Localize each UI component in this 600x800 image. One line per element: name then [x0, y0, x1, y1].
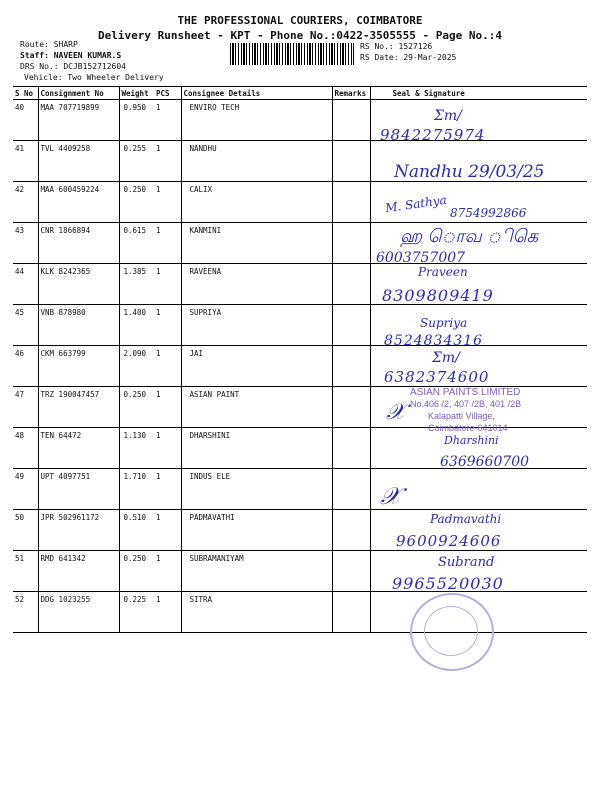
table-row — [13, 592, 587, 633]
cell-remarks — [332, 264, 370, 305]
cell-weight: 0.250 — [119, 182, 154, 223]
cell-weight: 1.385 — [119, 264, 154, 305]
cell-consignee: DHARSHINI — [181, 428, 332, 469]
cell-consignee: SUBRAMANIYAM — [181, 551, 332, 592]
cell-remarks — [332, 100, 370, 141]
rs-number: RS No.: 1527126 — [360, 42, 433, 51]
cell-remarks — [332, 346, 370, 387]
cell-sno: 45 — [13, 305, 38, 346]
cell-consignee: PADMAVATHI — [181, 510, 332, 551]
cell-pcs: 1 — [154, 264, 181, 305]
cell-consignment-no: KLK 8242365 — [38, 264, 119, 305]
cell-pcs: 1 — [154, 305, 181, 346]
cell-consignment-no: VNB 878980 — [38, 305, 119, 346]
col-consignee: Consignee Details — [181, 87, 332, 100]
cell-sno: 49 — [13, 469, 38, 510]
rs-date: RS Date: 29-Mar-2025 — [360, 53, 457, 62]
cell-pcs: 1 — [154, 387, 181, 428]
table-row — [13, 264, 587, 305]
stamp-company-name: ASIAN PAINTS LIMITED — [410, 387, 521, 398]
cell-consignment-no: MAA 707719899 — [38, 100, 119, 141]
cell-pcs: 1 — [154, 182, 181, 223]
cell-pcs: 1 — [154, 141, 181, 182]
cell-consignment-no: CKM 663799 — [38, 346, 119, 387]
cell-consignee: JAI — [181, 346, 332, 387]
cell-weight: 0.255 — [119, 141, 154, 182]
cell-weight: 2.090 — [119, 346, 154, 387]
signature-50-name: Padmavathi — [430, 512, 502, 526]
cell-remarks — [332, 141, 370, 182]
col-pcs: PCS — [154, 87, 181, 100]
signature-46-scribble: Ʃm/ — [432, 350, 460, 366]
seal-inner-ring — [424, 606, 478, 656]
signature-48-name: Dharshini — [444, 434, 499, 447]
cell-remarks — [332, 305, 370, 346]
signature-50-phone: 9600924606 — [396, 532, 502, 550]
cell-consignment-no: TVL 4409258 — [38, 141, 119, 182]
cell-pcs: 1 — [154, 469, 181, 510]
cell-consignee: CALIX — [181, 182, 332, 223]
vehicle-label: Vehicle: Two Wheeler Delivery — [24, 73, 164, 82]
barcode — [230, 43, 354, 65]
runsheet-title: Delivery Runsheet - KPT - Phone No.:0422-3505555 - Page No.:4 — [98, 29, 502, 42]
stamp-city: Coimbatore-641014 — [428, 423, 508, 433]
cell-consignment-no: JPR 502961172 — [38, 510, 119, 551]
cell-pcs: 1 — [154, 428, 181, 469]
col-signature: Seal & Signature — [370, 87, 587, 100]
signature-42-name: M. Sathya — [384, 192, 448, 216]
col-remarks: Remarks — [332, 87, 370, 100]
table-header-row — [13, 87, 587, 100]
signature-40: 9842275974 — [380, 126, 486, 144]
cell-sno: 42 — [13, 182, 38, 223]
signature-41: Nandhu 29/03/25 — [394, 162, 545, 182]
cell-remarks — [332, 223, 370, 264]
cell-sno: 47 — [13, 387, 38, 428]
signature-scribble: Ʃm/ — [434, 108, 462, 124]
col-weight: Weight — [119, 87, 154, 100]
cell-sno: 44 — [13, 264, 38, 305]
signature-44-name: Praveen — [418, 265, 468, 279]
route-label: Route: SHARP — [20, 40, 78, 49]
cell-consignment-no: CNR 1866894 — [38, 223, 119, 264]
cell-signature — [370, 469, 587, 510]
col-sno: S No — [13, 87, 38, 100]
cell-consignment-no: RMD 641342 — [38, 551, 119, 592]
signature-43-phone: 6003757007 — [376, 250, 466, 266]
cell-sno: 46 — [13, 346, 38, 387]
cell-consignee: RAVEENA — [181, 264, 332, 305]
cell-weight: 0.225 — [119, 592, 154, 633]
cell-consignee: INDUS ELE — [181, 469, 332, 510]
signature-45-name: Supriya — [420, 316, 468, 330]
cell-sno: 48 — [13, 428, 38, 469]
table-row — [13, 305, 587, 346]
signature-48-phone: 6369660700 — [440, 454, 530, 470]
cell-pcs: 1 — [154, 223, 181, 264]
cell-sno: 50 — [13, 510, 38, 551]
cell-sno: 52 — [13, 592, 38, 633]
table-row — [13, 469, 587, 510]
cell-remarks — [332, 182, 370, 223]
signature-51-phone: 9965520030 — [392, 574, 504, 593]
cell-sno: 41 — [13, 141, 38, 182]
cell-remarks — [332, 510, 370, 551]
company-title: THE PROFESSIONAL COURIERS, COIMBATORE — [177, 14, 423, 27]
drs-label: DRS No.: DCJB152712604 — [20, 62, 126, 71]
cell-weight: 1.400 — [119, 305, 154, 346]
cell-sno: 40 — [13, 100, 38, 141]
table-row — [13, 346, 587, 387]
cell-pcs: 1 — [154, 100, 181, 141]
cell-remarks — [332, 428, 370, 469]
cell-remarks — [332, 551, 370, 592]
cell-consignee: ENVIRO TECH — [181, 100, 332, 141]
cell-consignment-no: DDG 1023255 — [38, 592, 119, 633]
stamp-village: Kalapatti Village, — [428, 411, 495, 421]
cell-sno: 51 — [13, 551, 38, 592]
cell-consignee: SUPRIYA — [181, 305, 332, 346]
cell-pcs: 1 — [154, 551, 181, 592]
cell-pcs: 1 — [154, 346, 181, 387]
cell-consignee: ASIAN PAINT — [181, 387, 332, 428]
signature-44-phone: 8309809419 — [382, 286, 494, 305]
signature-49-scribble: 𝒳 — [380, 482, 401, 510]
signature-42-phone: 8754992866 — [450, 206, 527, 220]
staff-label: Staff: NAVEEN KUMAR.S — [20, 51, 122, 60]
cell-weight: 1.710 — [119, 469, 154, 510]
cell-weight: 0.510 — [119, 510, 154, 551]
cell-weight: 1.130 — [119, 428, 154, 469]
cell-remarks — [332, 592, 370, 633]
cell-consignment-no: TRZ 190047457 — [38, 387, 119, 428]
signature-43-scribble: ஹ ொவ ிகெ — [400, 226, 539, 247]
cell-consignee: SITRA — [181, 592, 332, 633]
cell-remarks — [332, 387, 370, 428]
cell-sno: 43 — [13, 223, 38, 264]
signature-47-scribble: 𝒳 — [386, 400, 405, 425]
signature-46-phone: 6382374600 — [384, 368, 490, 386]
cell-consignment-no: UPT 4097751 — [38, 469, 119, 510]
cell-remarks — [332, 469, 370, 510]
cell-consignee: NANDHU — [181, 141, 332, 182]
rs-info — [360, 41, 456, 63]
cell-weight: 0.250 — [119, 387, 154, 428]
cell-pcs: 1 — [154, 592, 181, 633]
cell-weight: 0.250 — [119, 551, 154, 592]
cell-pcs: 1 — [154, 510, 181, 551]
table-row — [13, 100, 587, 141]
cell-consignee: KANMINI — [181, 223, 332, 264]
cell-consignment-no: MAA 600459224 — [38, 182, 119, 223]
stamp-address: No.406 /2, 407 /2B, 401 /2B — [410, 399, 522, 409]
signature-45-phone: 8524834316 — [384, 333, 484, 349]
cell-weight: 0.615 — [119, 223, 154, 264]
cell-consignment-no: TEN 64472 — [38, 428, 119, 469]
col-consignment: Consignment No — [38, 87, 119, 100]
cell-weight: 0.950 — [119, 100, 154, 141]
signature-51-name: Subrand — [438, 555, 495, 570]
